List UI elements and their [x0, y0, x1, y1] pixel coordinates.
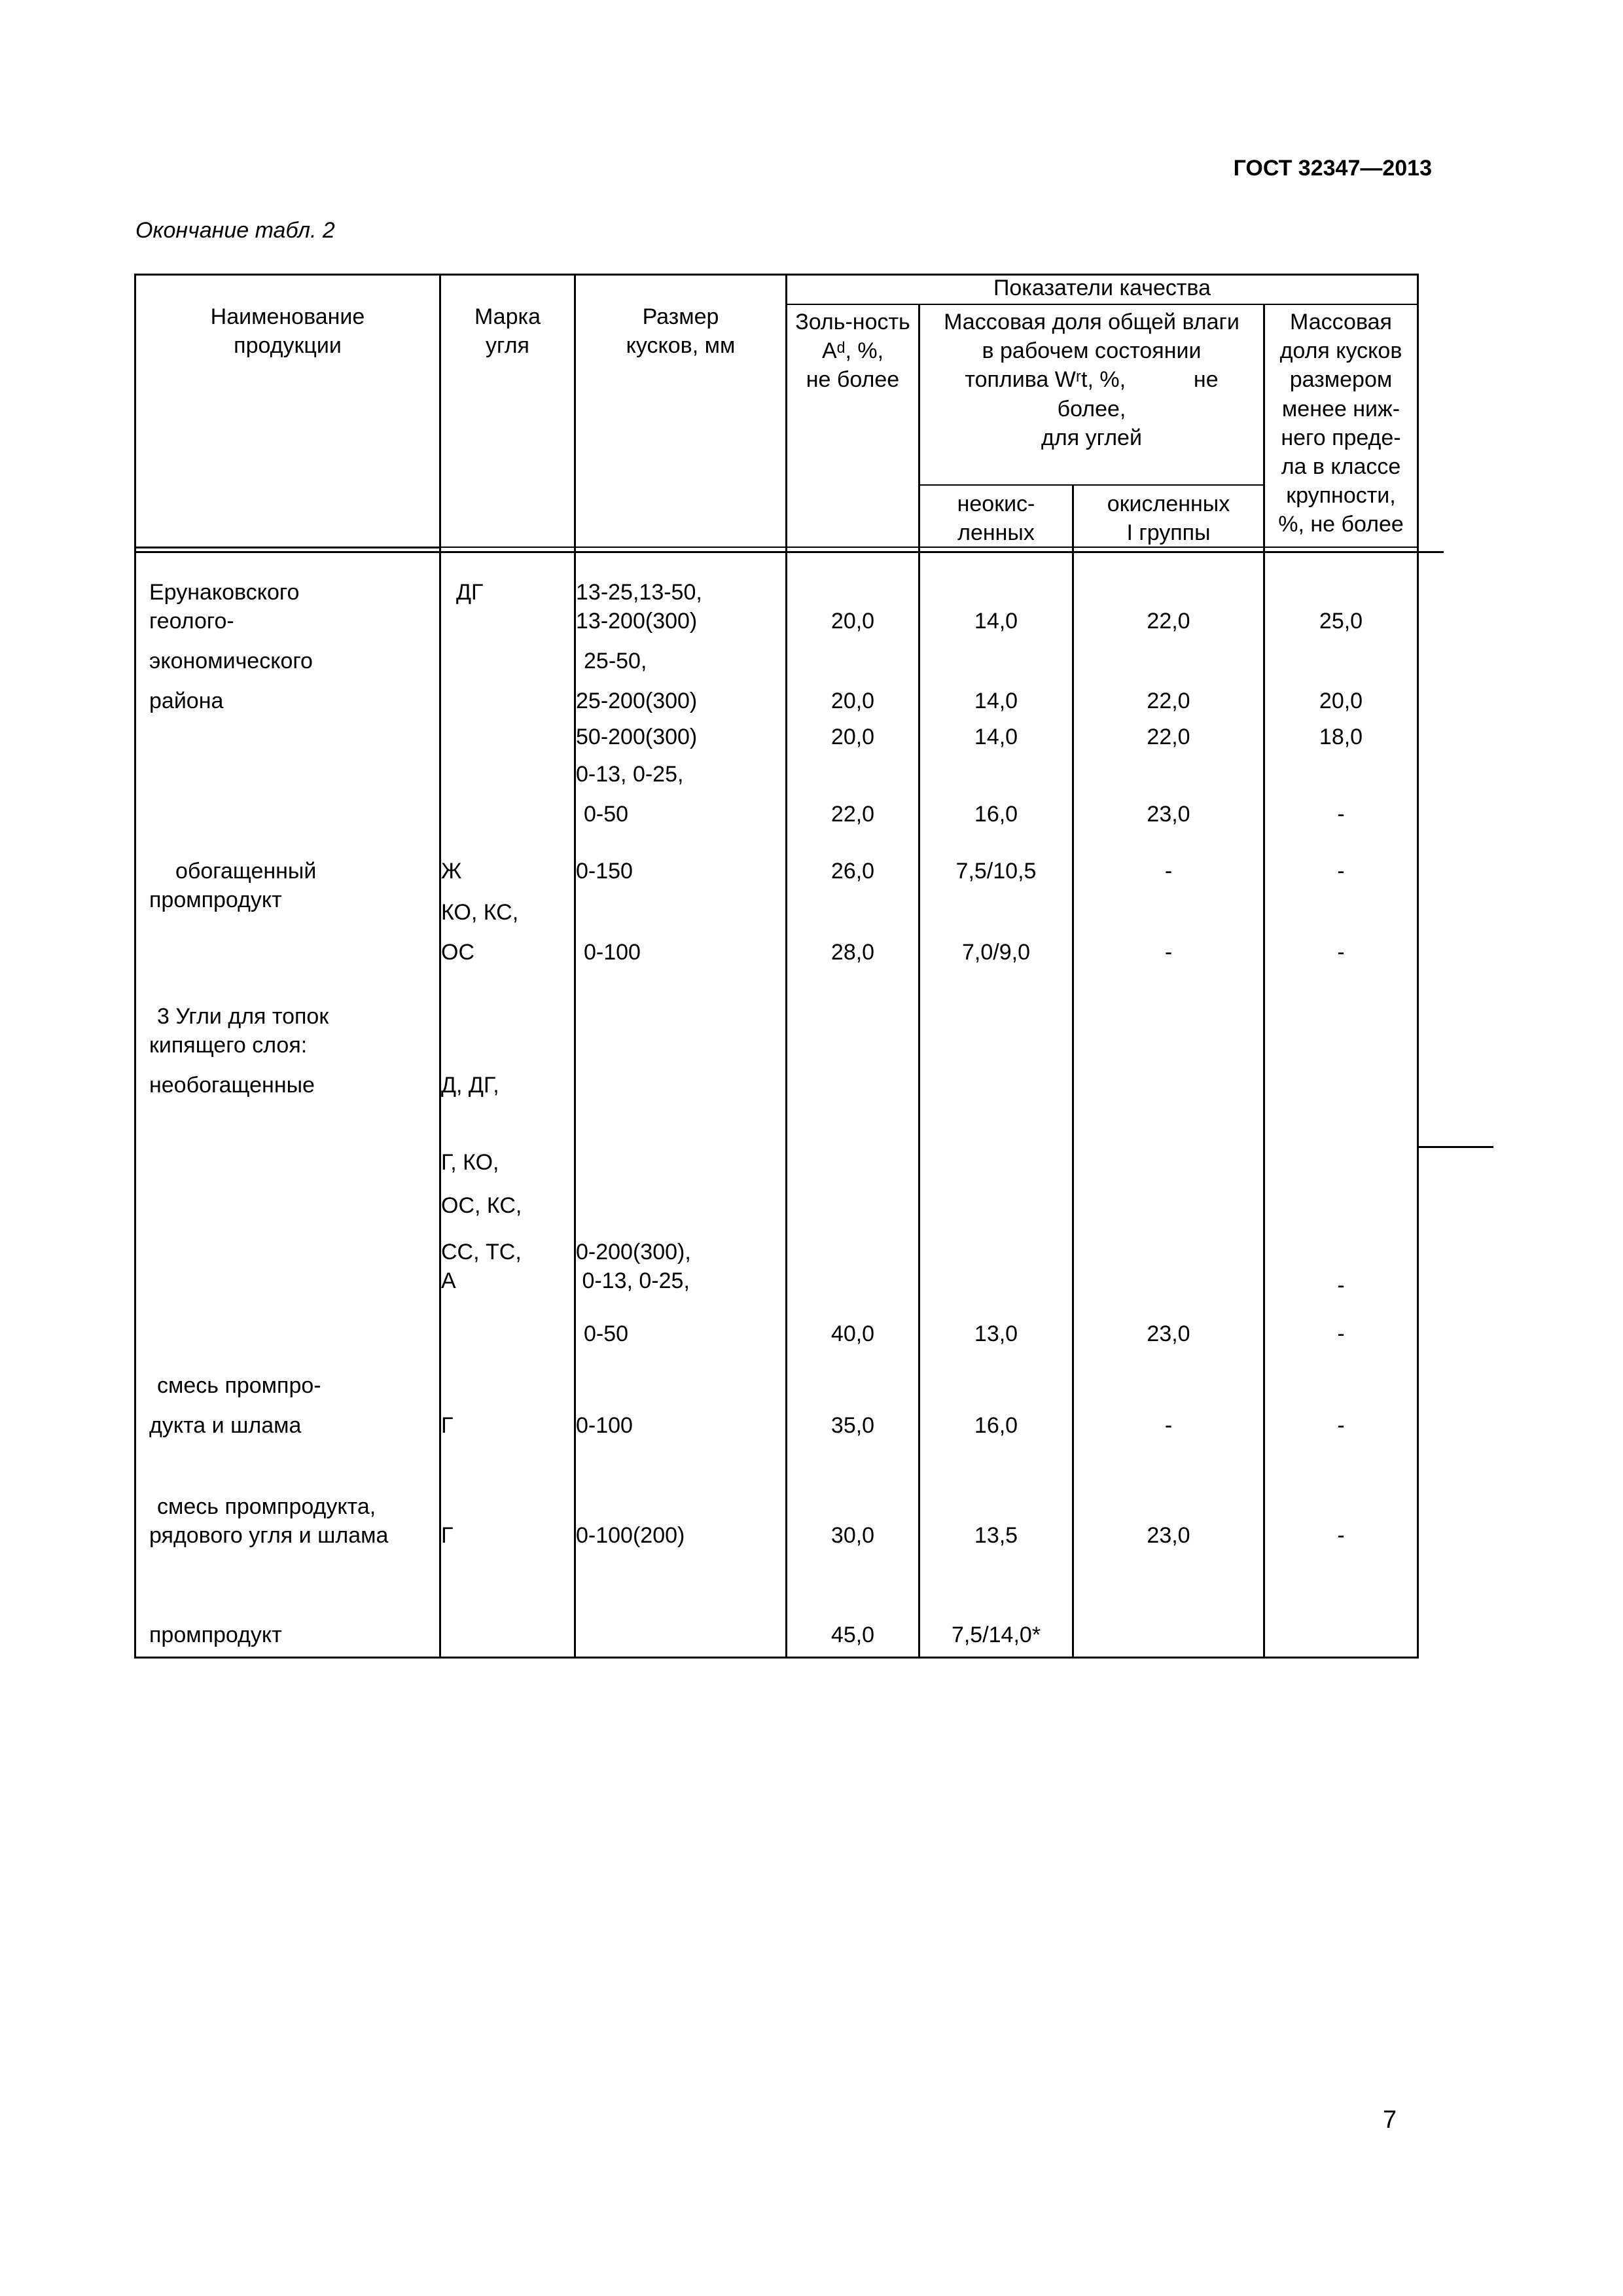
row-nonoxidized: 14,0	[974, 725, 1018, 749]
row-fines: -	[1337, 802, 1345, 827]
row-size: 0-150	[576, 859, 633, 884]
row-oxidized: 23,0	[1147, 802, 1190, 827]
header-lump-size: Размер кусков, мм	[626, 304, 736, 359]
header-nonoxidized: неокис- ленных	[957, 492, 1035, 546]
row-size: 50-200(300)	[576, 725, 698, 749]
row-size: 0-100(200)	[576, 1523, 685, 1548]
header-quality: Показатели качества	[993, 276, 1211, 300]
row-nonoxidized: 14,0	[974, 609, 1018, 634]
row-name: обогащенный промпродукт	[149, 859, 317, 913]
row-ash: 30,0	[830, 1523, 875, 1548]
standard-number: ГОСТ 32347—2013	[1233, 156, 1432, 181]
row-ash: 20,0	[830, 725, 875, 749]
row-grade: Ж	[441, 859, 462, 884]
row-ash: 20,0	[830, 689, 875, 713]
row-size: 0-13, 0-25,	[576, 762, 684, 787]
header-moisture: Массовая доля общей влаги в рабочем состоянии топлива Wʳt, %, не более, для углей	[944, 310, 1240, 450]
row-grade: ОС, КС,	[441, 1193, 522, 1218]
row-name: Ерунаковского геолого-	[149, 580, 300, 634]
row-size: 13-25,13-50, 13-200(300)	[576, 580, 702, 634]
row-oxidized: -	[1164, 859, 1173, 884]
row-size: 0-50	[584, 802, 629, 827]
table-caption: Окончание табл. 2	[135, 218, 335, 243]
row-oxidized: 23,0	[1147, 1321, 1190, 1346]
row-name: района	[149, 689, 224, 713]
row-size: 25-200(300)	[576, 689, 698, 713]
row-fines: 18,0	[1319, 725, 1363, 749]
row-size: 0-50	[584, 1321, 629, 1346]
row-grade: ДГ	[456, 580, 484, 605]
row-nonoxidized: 16,0	[974, 1413, 1018, 1438]
row-name: необогащенные	[149, 1073, 315, 1098]
row-fines: -	[1337, 940, 1345, 965]
row-fines: -	[1337, 859, 1345, 884]
row-nonoxidized: 13,0	[974, 1321, 1018, 1346]
row-nonoxidized: 16,0	[974, 802, 1018, 827]
row-grade: ОС	[441, 940, 474, 965]
row-nonoxidized: 13,5	[974, 1523, 1018, 1548]
row-grade: Г	[441, 1523, 454, 1548]
row-size: 0-100	[576, 1413, 633, 1438]
row-name: дукта и шлама	[149, 1413, 302, 1438]
section-title: 3 Угли для топок кипящего слоя:	[149, 1004, 329, 1058]
row-grade: Г, КО,	[441, 1150, 499, 1175]
row-grade: КО, КС,	[441, 900, 519, 925]
header-ash: Золь-ность Aᵈ, %, не более	[795, 310, 910, 393]
row-nonoxidized: 7,0/9,0	[962, 940, 1030, 965]
row-fines: 20,0	[1319, 689, 1363, 713]
row-name: смесь промпро-	[157, 1373, 321, 1398]
page-number: 7	[1383, 2106, 1397, 2134]
row-name: смесь промпродукта, рядового угля и шлама	[149, 1494, 389, 1549]
row-nonoxidized: 14,0	[974, 689, 1018, 713]
row-ash: 35,0	[830, 1413, 875, 1438]
row-ash: 20,0	[830, 609, 875, 634]
header-product-name: Наименование продукции	[210, 304, 365, 359]
header-fines: Массовая доля кусков размером менее ниж- него преде- ла в классе крупности, %, не более	[1278, 310, 1404, 537]
header-coal-grade: Марка угля	[474, 304, 541, 359]
row-size: 0-100	[584, 940, 641, 965]
row-ash: 28,0	[830, 940, 875, 965]
row-oxidized: 22,0	[1147, 689, 1190, 713]
row-grade: Г	[441, 1413, 454, 1438]
row-oxidized: 22,0	[1147, 725, 1190, 749]
row-name: промпродукт	[149, 1623, 282, 1647]
row-nonoxidized: 7,5/10,5	[955, 859, 1037, 884]
row-fines: -	[1337, 1413, 1345, 1438]
row-nonoxidized: 7,5/14,0*	[951, 1623, 1041, 1647]
row-fines: -	[1337, 1273, 1345, 1298]
row-size: 25-50,	[584, 649, 647, 673]
row-name: экономического	[149, 649, 313, 673]
row-fines: 25,0	[1319, 609, 1363, 634]
row-ash: 22,0	[830, 802, 875, 827]
row-fines: -	[1337, 1321, 1345, 1346]
row-size: 0-200(300), 0-13, 0-25,	[576, 1240, 691, 1294]
row-oxidized: 23,0	[1147, 1523, 1190, 1548]
row-ash: 40,0	[830, 1321, 875, 1346]
row-ash: 26,0	[830, 859, 875, 884]
row-ash: 45,0	[830, 1623, 875, 1647]
row-oxidized: -	[1164, 940, 1173, 965]
row-fines: -	[1337, 1523, 1345, 1548]
header-oxidized: окисленных I группы	[1107, 492, 1230, 546]
row-grade: Д, ДГ,	[441, 1073, 499, 1098]
row-oxidized: -	[1164, 1413, 1173, 1438]
row-grade: СС, ТС, А	[441, 1240, 522, 1294]
row-oxidized: 22,0	[1147, 609, 1190, 634]
